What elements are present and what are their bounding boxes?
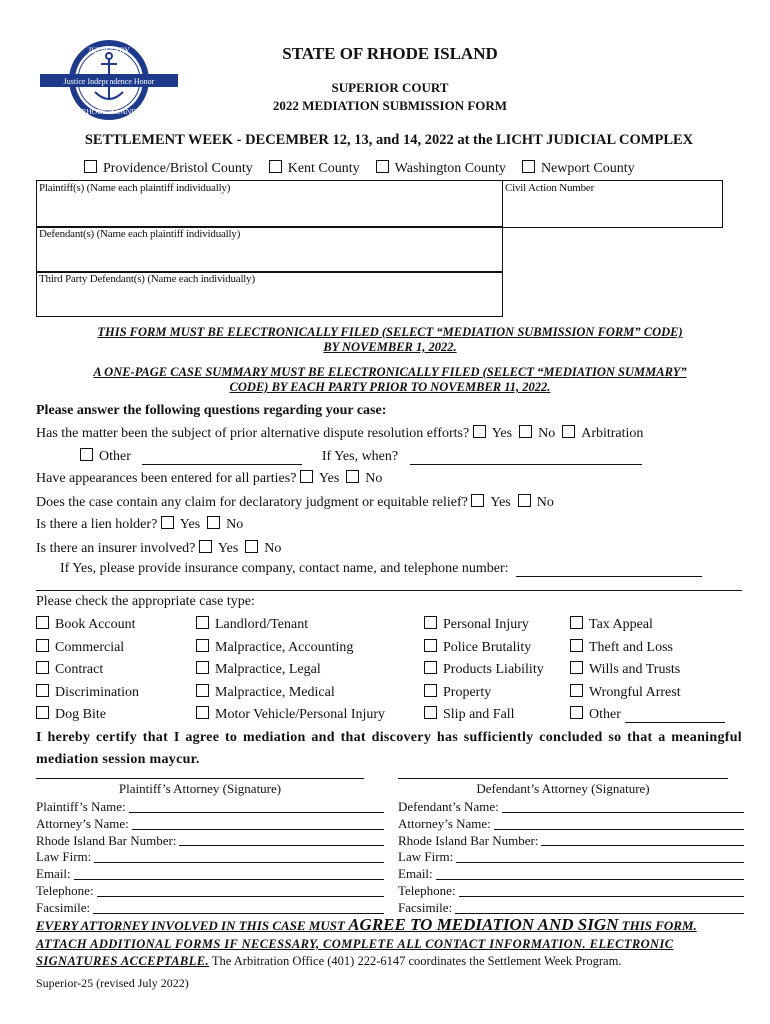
plaintiffs-label: Plaintiff(s) (Name each plaintiff individually)	[39, 182, 231, 194]
case-type-option[interactable]: Dog Bite	[36, 706, 139, 729]
contact-row[interactable]: Email:	[36, 866, 384, 883]
seal-bottom-text: RHODE ISLAND	[81, 107, 137, 116]
case-type-option[interactable]: Contract	[36, 661, 139, 684]
checkbox[interactable]	[36, 661, 49, 674]
contact-row[interactable]: Attorney’s Name:	[36, 816, 384, 833]
contact-row[interactable]: Email:	[398, 866, 744, 883]
question-declaratory: Does the case contain any claim for declaratory judgment or equitable relief? Yes No	[36, 495, 554, 510]
questions-intro: Please answer the following questions regarding your case:	[36, 403, 387, 418]
settlement-week-heading: SETTLEMENT WEEK - DECEMBER 12, 13, and 14, 2022 at the LICHT JUDICIAL COMPLEX	[84, 132, 694, 148]
court-title: SUPERIOR COURT	[331, 80, 449, 95]
county-option-newport[interactable]: Newport County	[522, 160, 635, 177]
question-adr-other: Other If Yes, when?	[80, 448, 642, 465]
seal-band-text: Justice Independence Honor	[63, 77, 155, 86]
defendant-contact-info	[398, 799, 744, 917]
attorney-requirement-notice: EVERY ATTORNEY INVOLVED IN THIS CASE MUST AGREE TO MEDIATION AND SIGN THIS FORM.	[36, 915, 697, 934]
contact-row[interactable]: Plaintiff’s Name:	[36, 799, 384, 816]
case-type-option[interactable]: Malpractice, Legal	[196, 661, 385, 684]
case-type-option[interactable]: Tax Appeal	[570, 616, 725, 639]
checkbox[interactable]	[376, 160, 389, 173]
checkbox[interactable]	[196, 661, 209, 674]
checkbox[interactable]	[570, 616, 583, 629]
checkbox[interactable]	[36, 706, 49, 719]
case-type-option[interactable]: Wills and Trusts	[570, 661, 725, 684]
question-lien: Is there a lien holder? Yes No	[36, 517, 244, 532]
text-field[interactable]	[494, 816, 744, 830]
revision-label: Superior-25 (revised July 2022)	[36, 976, 189, 990]
contact-row[interactable]: Law Firm:	[36, 849, 384, 866]
contact-row[interactable]: Telephone:	[398, 883, 744, 900]
text-field[interactable]	[455, 900, 744, 914]
defendants-field[interactable]	[36, 226, 503, 273]
county-option-kent[interactable]: Kent County	[269, 160, 360, 177]
contact-row[interactable]: Telephone:	[36, 883, 384, 900]
text-field[interactable]	[436, 866, 744, 880]
third-party-label: Third Party Defendant(s) (Name each individually)	[39, 273, 255, 285]
case-type-option[interactable]: Slip and Fall	[424, 706, 544, 729]
contact-row[interactable]: Facsimile:	[398, 900, 744, 917]
third-party-field[interactable]	[36, 271, 503, 317]
text-field[interactable]	[179, 833, 384, 847]
case-type-option[interactable]: Book Account	[36, 616, 139, 639]
plaintiff-signature-label: Plaintiff’s Attorney (Signature)	[118, 781, 282, 796]
case-type-col-2	[196, 616, 385, 729]
when-input[interactable]	[410, 464, 642, 465]
text-field[interactable]	[541, 833, 744, 847]
judiciary-seal-logo	[38, 38, 180, 122]
text-field[interactable]	[129, 799, 384, 813]
question-adr: Has the matter been the subject of prior alternative dispute resolution efforts? Yes No Arbitration	[36, 426, 644, 441]
text-field[interactable]	[93, 900, 384, 914]
case-type-option[interactable]: Products Liability	[424, 661, 544, 684]
plaintiffs-field[interactable]	[36, 180, 503, 228]
checkbox[interactable]	[570, 706, 583, 719]
county-checkboxes	[84, 160, 635, 177]
checkbox[interactable]	[36, 684, 49, 697]
question-insurer: Is there an insurer involved? Yes No	[36, 541, 282, 556]
checkbox[interactable]	[196, 639, 209, 652]
text-field[interactable]	[132, 816, 384, 830]
checkbox[interactable]	[424, 684, 437, 697]
text-field[interactable]	[459, 883, 744, 897]
county-option-providence[interactable]: Providence/Bristol County	[84, 160, 253, 177]
contact-row[interactable]: Rhode Island Bar Number:	[36, 833, 384, 850]
contact-row[interactable]: Attorney’s Name:	[398, 816, 744, 833]
county-option-washington[interactable]: Washington County	[376, 160, 506, 177]
filing-warning-1: THIS FORM MUST BE ELECTRONICALLY FILED (SELECT “MEDIATION SUBMISSION FORM” CODE) BY NOVEMBER 1, 2022.	[97, 325, 683, 354]
defendant-signature-label: Defendant’s Attorney (Signature)	[476, 781, 650, 796]
plaintiff-signature-line[interactable]	[36, 778, 364, 779]
filing-warning-2: A ONE-PAGE CASE SUMMARY MUST BE ELECTRONICALLY FILED (SELECT “MEDIATION SUMMARY” CODE) BY EACH PARTY PRIOR TO NOVEMBER 11, 2022.	[93, 365, 687, 394]
civil-action-label: Civil Action Number	[505, 182, 595, 194]
other-input[interactable]	[142, 464, 302, 465]
checkbox-no[interactable]	[207, 516, 220, 529]
text-field[interactable]	[74, 866, 384, 880]
case-type-col-1	[36, 616, 139, 729]
case-type-option[interactable]: Police Brutality	[424, 639, 544, 662]
case-type-intro: Please check the appropriate case type:	[36, 594, 255, 609]
plaintiff-contact-info	[36, 799, 384, 917]
checkbox[interactable]	[424, 616, 437, 629]
checkbox-yes[interactable]	[300, 470, 313, 483]
case-type-option[interactable]: Property	[424, 684, 544, 707]
contact-row[interactable]: Law Firm:	[398, 849, 744, 866]
checkbox[interactable]	[570, 684, 583, 697]
checkbox[interactable]	[570, 661, 583, 674]
checkbox-yes[interactable]	[199, 540, 212, 553]
checkbox[interactable]	[36, 639, 49, 652]
form-title: 2022 MEDIATION SUBMISSION FORM	[272, 98, 508, 113]
other-case-type-input[interactable]	[625, 722, 725, 723]
checkbox-yes[interactable]	[471, 494, 484, 507]
defendant-signature-line[interactable]	[398, 778, 728, 779]
case-type-col-4	[570, 616, 725, 729]
case-type-option[interactable]: Landlord/Tenant	[196, 616, 385, 639]
civil-action-field[interactable]	[502, 180, 723, 228]
contact-row[interactable]: Facsimile:	[36, 900, 384, 917]
case-type-option[interactable]: Malpractice, Medical	[196, 684, 385, 707]
checkbox[interactable]	[570, 639, 583, 652]
checkbox[interactable]	[196, 616, 209, 629]
checkbox[interactable]	[424, 706, 437, 719]
checkbox[interactable]	[424, 639, 437, 652]
checkbox-arbitration[interactable]	[562, 425, 575, 438]
text-field[interactable]	[502, 799, 744, 813]
case-type-option[interactable]: Motor Vehicle/Personal Injury	[196, 706, 385, 729]
checkbox-no[interactable]	[245, 540, 258, 553]
contact-row[interactable]: Defendant’s Name:	[398, 799, 744, 816]
checkbox[interactable]	[196, 706, 209, 719]
insurance-info-input-line2[interactable]	[36, 576, 742, 591]
checkbox-no[interactable]	[346, 470, 359, 483]
checkbox-yes[interactable]	[473, 425, 486, 438]
question-appearances: Have appearances been entered for all parties? Yes No	[36, 471, 383, 486]
checkbox-no[interactable]	[519, 425, 532, 438]
contact-row[interactable]: Rhode Island Bar Number:	[398, 833, 744, 850]
checkbox[interactable]	[522, 160, 535, 173]
checkbox[interactable]	[36, 616, 49, 629]
case-type-option[interactable]: Wrongful Arrest	[570, 684, 725, 707]
case-type-option[interactable]: Commercial	[36, 639, 139, 662]
case-type-option[interactable]: Discrimination	[36, 684, 139, 707]
checkbox[interactable]	[196, 684, 209, 697]
checkbox-other[interactable]	[80, 448, 93, 461]
case-type-option[interactable]: Other	[570, 706, 725, 729]
case-type-option[interactable]: Malpractice, Accounting	[196, 639, 385, 662]
question-insurer-followup: If Yes, please provide insurance company, contact name, and telephone number:	[60, 561, 702, 577]
checkbox-no[interactable]	[518, 494, 531, 507]
checkbox[interactable]	[269, 160, 282, 173]
state-title: STATE OF RHODE ISLAND	[282, 44, 498, 63]
checkbox-yes[interactable]	[161, 516, 174, 529]
seal-top-text: JUDICIARY	[88, 46, 130, 55]
text-field[interactable]	[97, 883, 384, 897]
text-field[interactable]	[456, 849, 744, 863]
certification-statement: I hereby certify that I agree to mediation and that discovery has sufficiently concluded so that a meaningful mediation session maycur.	[36, 730, 742, 767]
additional-forms-notice: ATTACH ADDITIONAL FORMS IF NECESSARY, COMPLETE ALL CONTACT INFORMATION. ELECTRONIC SIGNATURES ACCEPTABLE. The Arbitration Office (401) 222-6147 coordinates the Settlement Week Program.	[36, 937, 674, 968]
checkbox[interactable]	[84, 160, 97, 173]
case-type-option[interactable]: Theft and Loss	[570, 639, 725, 662]
checkbox[interactable]	[424, 661, 437, 674]
case-type-col-3	[424, 616, 544, 729]
defendants-label: Defendant(s) (Name each plaintiff individually)	[39, 228, 241, 240]
case-type-option[interactable]: Personal Injury	[424, 616, 544, 639]
text-field[interactable]	[94, 849, 384, 863]
